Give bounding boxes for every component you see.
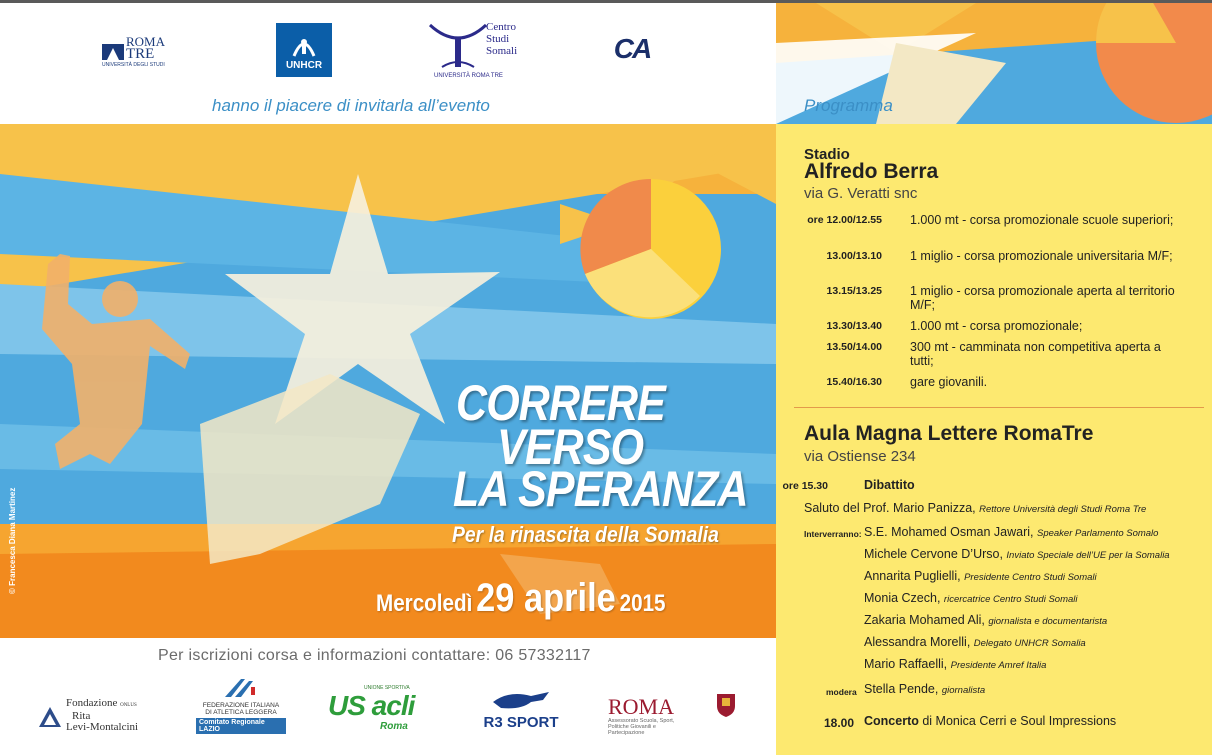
speaker-row — [864, 657, 1046, 671]
event-date — [376, 576, 666, 621]
fondazione-levi-montalcini-logo — [38, 698, 158, 734]
program-banner — [776, 3, 1212, 124]
us-acli-top: UNIONE SPORTIVA — [364, 684, 410, 691]
schedule-desc: 300 mt - camminata non competitiva aperta a tutti; — [910, 340, 1161, 368]
speaker-row — [864, 525, 1158, 539]
speaker-name: Michele Cervone D’Urso, — [864, 547, 1003, 561]
moderator-label: modera — [826, 687, 857, 697]
roma-title: ROMA — [608, 694, 675, 719]
greeting-text: Saluto del Prof. Mario Panizza, — [804, 501, 976, 515]
speaker-name: S.E. Mohamed Osman Jawari, — [864, 525, 1034, 539]
partner-logos-bottom — [0, 668, 776, 755]
poster-subtitle: Per la rinascita della Somalia — [452, 522, 719, 547]
concert-performers: di Monica Cerri e Soul Impressions — [922, 714, 1117, 728]
schedule-time: 13.30/13.40 — [826, 320, 882, 332]
unhcr-emblem-icon — [289, 30, 319, 60]
speaker-name: Annarita Puglielli, — [864, 569, 961, 583]
date-weekday: Mercoledì — [376, 590, 473, 617]
roma-tre-line2: TRE — [126, 46, 155, 62]
schedule-desc: 1.000 mt - corsa promozionale scuole superiori; — [910, 213, 1174, 227]
schedule-time: 15.40/16.30 — [826, 376, 882, 388]
speakers-label: Interverranno: — [804, 529, 862, 539]
css-sub: UNIVERSITÀ ROMA TRE — [434, 73, 503, 79]
venue2-name: Aula Magna Lettere RomaTre — [804, 422, 1094, 445]
speaker-role: Presidente Centro Studi Somali — [964, 572, 1097, 583]
program-panel — [776, 124, 1212, 755]
moderator-role: giornalista — [941, 685, 986, 696]
fidal-emblem-icon — [221, 677, 261, 699]
schedule-desc: 1.000 mt - corsa promozionale; — [910, 319, 1083, 333]
css-line1: Centro — [486, 21, 516, 33]
roma-tre-line1: ROMA — [126, 34, 166, 49]
schedule-time: ore 12.00/12.55 — [807, 214, 882, 226]
poster-title-line2: VERSO — [497, 419, 644, 475]
roma-tre-sub: UNIVERSITÀ DEGLI STUDI — [102, 62, 165, 68]
roma-tre-emblem-icon — [102, 42, 124, 60]
program-label: Programma — [804, 96, 893, 115]
venue1-type: Stadio — [804, 146, 850, 163]
fondazione-line2: Rita — [72, 710, 91, 722]
debate-time: ore 15.30 — [782, 480, 828, 492]
date-year: 2015 — [619, 590, 666, 617]
speaker-name: Monia Czech, — [864, 591, 941, 605]
us-acli-sub: Roma — [380, 720, 408, 732]
fondazione-tag: ONLUS — [120, 703, 137, 708]
speaker-role: Inviato Speciale dell’UE per la Somalia — [1006, 550, 1170, 561]
partner-logos-top — [0, 3, 776, 95]
fidal-logo — [196, 674, 286, 736]
fondazione-line3: Levi-Montalcini — [66, 721, 139, 733]
r3-sport-text: R3 SPORT — [483, 713, 559, 731]
artist-credit: © Francesca Diana Martinez — [8, 487, 17, 594]
css-emblem-icon — [428, 21, 488, 71]
speaker-name: Zakaria Mohamed Ali, — [864, 613, 985, 627]
speaker-role: Speaker Parlamento Somalo — [1037, 528, 1159, 539]
roma-tre-logo — [102, 31, 182, 73]
venue1-address: via G. Veratti snc — [804, 185, 918, 202]
registration-info: Per iscrizioni corsa e informazioni contattare: 06 57332117 — [158, 647, 591, 664]
speaker-row — [864, 547, 1170, 561]
unhcr-logo — [276, 23, 332, 77]
venue2-address: via Ostiense 234 — [804, 448, 916, 465]
fondazione-emblem-icon — [38, 706, 62, 728]
date-day-month: 29 aprile — [476, 576, 616, 620]
concert-row — [864, 714, 1116, 728]
speaker-row — [864, 613, 1107, 627]
fidal-line3: Comitato Regionale LAZIO — [196, 718, 286, 734]
centro-studi-somali-logo — [428, 21, 538, 81]
poster-title-line3: LA SPERANZA — [453, 461, 748, 517]
concert-time: 18.00 — [823, 716, 854, 730]
section-divider — [794, 407, 1204, 408]
speaker-row — [864, 635, 1086, 649]
sun-icon — [580, 179, 721, 319]
schedule-desc: 1 miglio - corsa promozionale universitaria M/F; — [910, 249, 1173, 263]
us-acli-logo — [328, 678, 424, 738]
poster-artwork — [0, 124, 776, 638]
concert-label: Concerto — [864, 714, 919, 728]
speaker-row — [864, 569, 1097, 583]
greeting-line — [804, 501, 1146, 515]
speaker-row — [864, 591, 1078, 605]
speaker-role: Presidente Amref Italia — [950, 660, 1047, 671]
ca-logo — [600, 33, 664, 65]
schedule-time: 13.15/13.25 — [826, 285, 882, 297]
venue1-name: Alfredo Berra — [804, 160, 939, 183]
us-acli-main: US acli — [328, 689, 415, 721]
ca-text: CA — [613, 33, 651, 64]
speaker-role: Delegato UNHCR Somalia — [973, 638, 1086, 649]
program-column — [776, 3, 1212, 755]
greeting-role: Rettore Università degli Studi Roma Tre — [979, 504, 1147, 515]
moderator-row — [864, 682, 985, 696]
speaker-role: ricercatrice Centro Studi Somali — [943, 594, 1078, 605]
schedule-desc: 1 miglio - corsa promozionale aperta al territorio M/F; — [910, 284, 1175, 312]
roma-coat-of-arms-icon — [716, 692, 736, 718]
speaker-name: Alessandra Morelli, — [864, 635, 971, 649]
poster-title-line1: CORRERE — [456, 375, 666, 431]
fidal-line2: DI ATLETICA LEGGERA — [205, 708, 277, 716]
schedule-desc: gare giovanili. — [910, 375, 988, 389]
speaker-name: Mario Raffaelli, — [864, 657, 948, 671]
schedule-time: 13.50/14.00 — [826, 341, 882, 353]
css-line3: Somali — [486, 45, 518, 57]
moderator-name: Stella Pende, — [864, 682, 939, 696]
roma-line1: Assessorato Scuola, Sport, — [608, 718, 675, 724]
roma-capitale-logo — [608, 696, 692, 736]
debate-label: Dibattito — [864, 478, 915, 492]
unhcr-text: UNHCR — [285, 59, 323, 71]
speaker-role: giornalista e documentarista — [988, 616, 1108, 627]
schedule-time: 13.00/13.10 — [826, 250, 882, 262]
fidal-line1: FEDERAZIONE ITALIANA — [202, 701, 280, 709]
roma-line2: Politiche Giovanili e Partecipazione — [608, 724, 656, 736]
invite-text: hanno il piacere di invitarla all’evento — [212, 96, 490, 115]
css-line2: Studi — [486, 33, 510, 45]
greyhound-icon — [491, 688, 551, 714]
fondazione-line1: Fondazione — [66, 697, 118, 709]
r3-sport-logo — [478, 682, 564, 736]
